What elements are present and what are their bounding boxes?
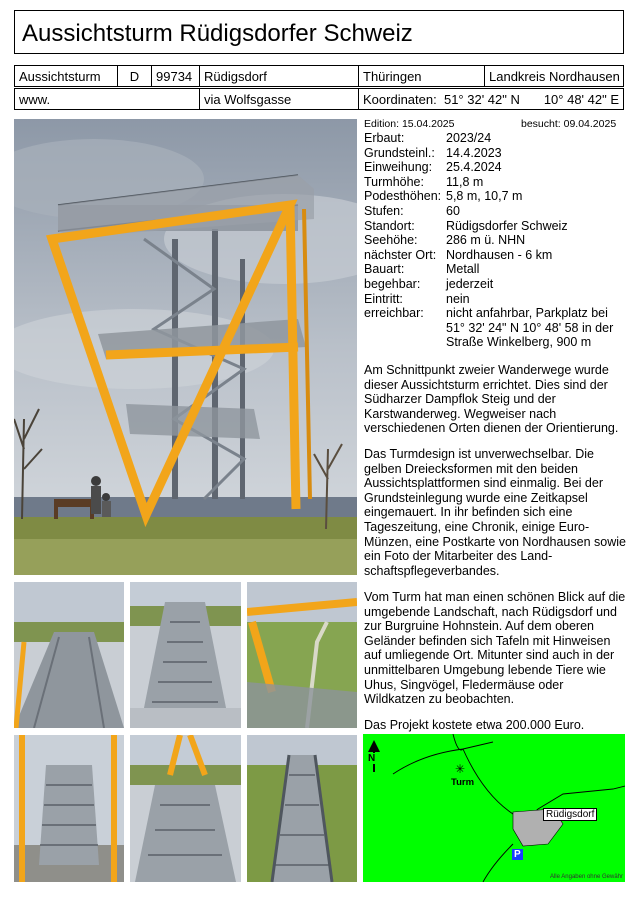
thumb-platform-walkway: [14, 582, 124, 728]
postcode-cell: 99734: [151, 65, 200, 87]
town-cell: Rüdigsdorf: [199, 65, 359, 87]
thumb-stairs-platform: [130, 735, 241, 882]
fact-value: Rüdigsdorfer Schweiz: [446, 218, 568, 233]
fact-key: Einweihung:: [364, 160, 433, 175]
village-label: Rüdigsdorf: [543, 808, 597, 821]
paragraph-view: Vom Turm hat man einen schönen Blick auf die umgebende Landschaft, nach Rüdigsdorf und zur Burgruine Hohnstein. Auf dem oberen Geländer befinden sich Tafeln mit Hinweisen auf umliegende Ort. Mitunter sind auch in der unmittelbaren Umgebung lebende Tiere wie Uhus, Singvögel, Fledermäuse oder Wildkatzen zu beobachten.: [364, 590, 626, 707]
tower-marker-icon: ✳: [455, 762, 466, 776]
main-tower-photo: [14, 119, 357, 575]
fact-key: Seehöhe:: [364, 233, 418, 248]
facts-continuation-2: Straße Winkelberg, 900 m: [446, 335, 592, 350]
thumb-top-stairs: [247, 735, 357, 882]
fact-value: 11,8 m: [446, 174, 484, 189]
fact-value: nicht anfahrbar, Parkplatz bei: [446, 306, 608, 321]
coordinates-cell: [358, 88, 624, 110]
fact-key: Podesthöhen:: [364, 189, 442, 204]
visited-date: besucht: 09.04.2025: [521, 118, 617, 130]
www-cell[interactable]: www.: [14, 88, 200, 110]
thumb-view-road: [247, 582, 357, 728]
fact-key: Grundsteinl.:: [364, 145, 435, 160]
state-cell: Thüringen: [358, 65, 485, 87]
fact-value: 60: [446, 203, 460, 218]
fact-key: Stufen:: [364, 203, 404, 218]
fact-value: 14.4.2023: [446, 145, 502, 160]
map-disclaimer: Alle Angaben ohne Gewähr: [549, 874, 623, 880]
latitude: 51° 32' 42" N: [443, 92, 520, 107]
fact-value: Nordhausen - 6 km: [446, 247, 553, 262]
north-label: N: [368, 753, 376, 764]
fact-key: Eintritt:: [364, 291, 403, 306]
paragraph-design: Das Turmdesign ist unverwechselbar. Die gelben Dreiecksformen mit den beiden Aussichtsplattformen sind einmalig. Bei der Grundsteinlegung wurde eine Zeitkapsel eingemauert. In ihr befinden sich eine Tageszeitung, eine Chronik, einige Euro-Münzen, eine Postkarte von Nordhausen sowie ein Foto der Mitarbeiter des Land-schaftspflegeverbandes.: [364, 447, 626, 578]
thumb-stairs-up: [14, 735, 124, 882]
facts-continuation-1: 51° 32' 24" N 10° 48' 58 in der: [446, 320, 614, 335]
fact-value: Metall: [446, 262, 480, 277]
fact-key: begehbar:: [364, 276, 421, 291]
fact-key: erreichbar:: [364, 306, 424, 321]
fact-value: jederzeit: [446, 276, 494, 291]
paragraph-cost: Das Projekt kostete etwa 200.000 Euro.: [364, 718, 585, 732]
fact-value: nein: [446, 291, 470, 306]
thumb-stairs-down: [130, 582, 241, 728]
fact-key: Standort:: [364, 218, 415, 233]
coord-label: Koordinaten:: [363, 92, 437, 107]
fact-key: nächster Ort:: [364, 247, 437, 262]
longitude: 10° 48' 42" E: [543, 92, 619, 107]
location-map: [363, 734, 625, 882]
edition-date: Edition: 15.04.2025: [364, 118, 455, 130]
fact-value: 286 m ü. NHN: [446, 233, 526, 248]
paragraph-intro: Am Schnittpunkt zweier Wanderwege wurde dieser Aussichtsturm errichtet. Dies sind der Südharzer Dampflok Steig und der Karstwanderweg. Wegweiser nach verschiedenen Orten dienen der Orientierung.: [364, 363, 619, 436]
parking-icon: P: [514, 849, 521, 860]
fact-key: Bauart:: [364, 262, 405, 277]
fact-key: Turmhöhe:: [364, 174, 424, 189]
access-cell: via Wolfsgasse: [199, 88, 359, 110]
fact-value: 2023/24: [446, 131, 492, 145]
fact-key: Erbaut:: [364, 131, 405, 145]
district-cell: Landkreis Nordhausen: [484, 65, 624, 87]
type-cell: Aussichtsturm: [14, 65, 118, 87]
country-cell: D: [117, 65, 152, 87]
tower-label: Turm: [451, 777, 475, 788]
fact-value: 5,8 m, 10,7 m: [446, 189, 523, 204]
page-title: Aussichtsturm Rüdigsdorfer Schweiz: [14, 10, 624, 54]
fact-value: 25.4.2024: [446, 160, 502, 175]
